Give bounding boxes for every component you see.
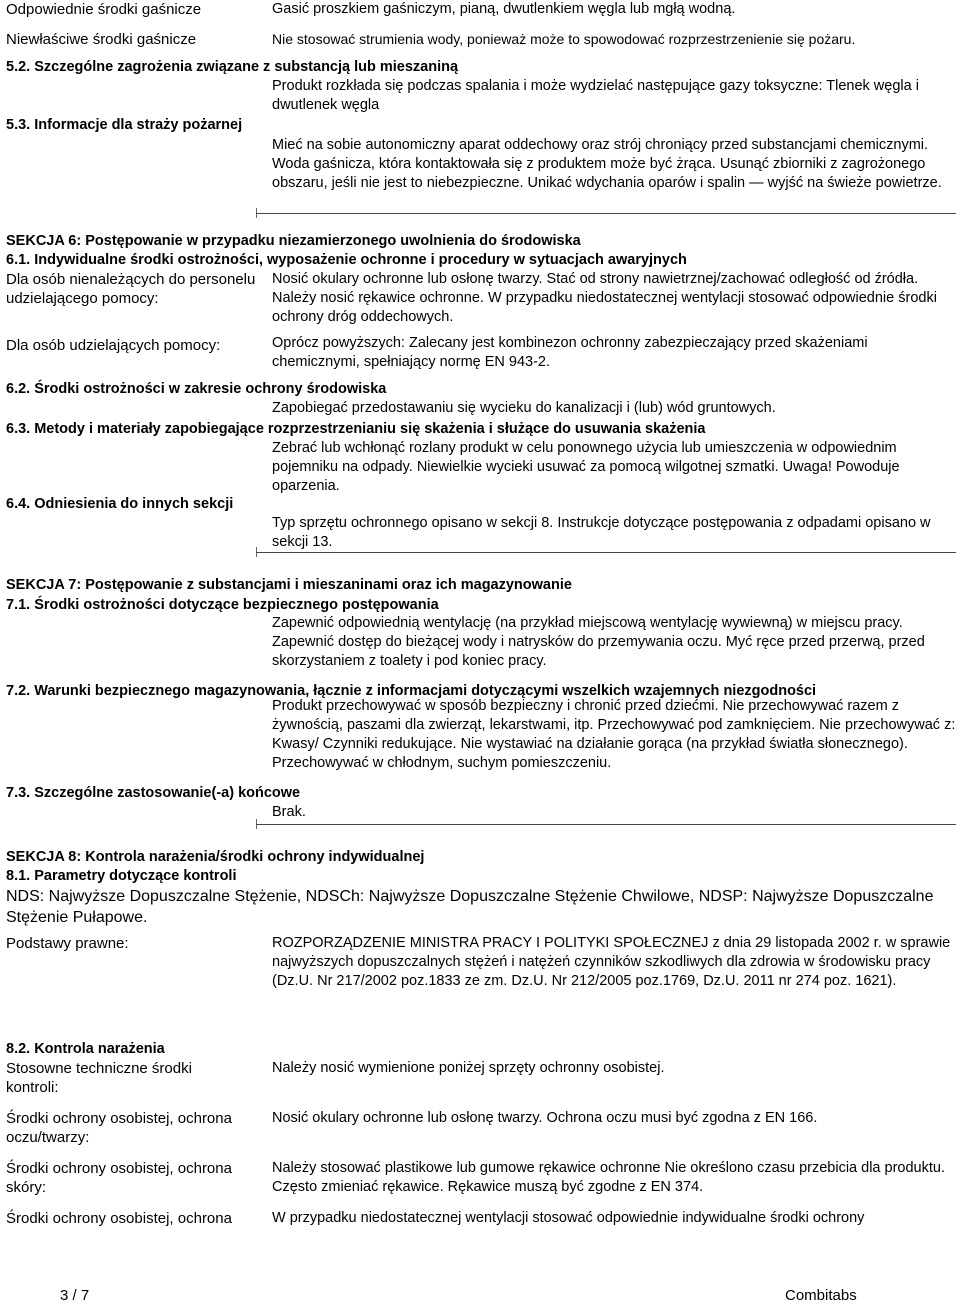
- text-7-3: Brak.: [272, 804, 306, 820]
- text-6-2: Zapobiegać przedostawaniu się wycieku do kanalizacji i (lub) wód gruntowych.: [272, 400, 776, 416]
- unsuitable-media-label: Niewłaściwe środki gaśnicze: [6, 31, 197, 48]
- responders-label: Dla osób udzielających pomocy:: [6, 337, 221, 354]
- section-7-title: SEKCJA 7: Postępowanie z substancjami i mieszaninami oraz ich magazynowanie: [6, 577, 572, 593]
- heading-7-3: 7.3. Szczególne zastosowanie(-a) końcowe: [6, 785, 301, 801]
- heading-6-4: 6.4. Odniesienia do innych sekcji: [6, 496, 234, 512]
- text-7-2: Produkt przechowywać w sposób bezpieczny i chronić przed dziećmi. Nie przechowywać razem z żywnością, paszami dla zwierząt, lekarstwami, itp. Przechowywać pod zamknięciem. Nie przechowywać z: Kwasy/ Czynniki redukujące. Nie wystawiać na działanie gorąca (na przykład światła słonecznego). Przechowywać w chłodnym, suchym pomieszczeniu.: [272, 698, 956, 771]
- non-emergency-value: Nosić okulary ochronne lub osłonę twarzy. Stać od strony nawietrznej/zachować odległość od źródła. Należy nosić rękawice ochronne. W przypadku niedostatecznej wentylacji stosować odpowiednie środki ochrony dróg oddechowych.: [272, 271, 937, 325]
- heading-6-3: 6.3. Metody i materiały zapobiegające rozprzestrzenianiu się skażenia i służące do usuwania skażenia: [6, 421, 706, 437]
- unsuitable-media-value: Nie stosować strumienia wody, ponieważ może to spowodować rozprzestrzenienie się pożaru.: [272, 31, 856, 47]
- heading-5-3: 5.3. Informacje dla straży pożarnej: [6, 117, 243, 133]
- heading-6-2: 6.2. Środki ostrożności w zakresie ochrony środowiska: [6, 381, 387, 397]
- legal-basis-value: ROZPORZĄDZENIE MINISTRA PRACY I POLITYKI SPOŁECZNEJ z dnia 29 listopada 2002 r. w sprawie najwyższych dopuszczalnych stężeń i natężeń czynników szkodliwych dla zdrowia w środowisku pracy (Dz.U. Nr 217/2002 poz.1833 ze zm. Dz.U. Nr 212/2005 poz.1769, Dz.U. 2011 nr 274 poz. 1621).: [272, 935, 951, 989]
- legal-basis-label: Podstawy prawne:: [6, 935, 129, 952]
- skin-protection-label: Środki ochrony osobistej, ochrona skóry:: [6, 1160, 232, 1196]
- eye-protection-value: Nosić okulary ochronne lub osłonę twarzy. Ochrona oczu musi być zgodna z EN 166.: [272, 1110, 818, 1126]
- text-8-1: NDS: Najwyższe Dopuszczalne Stężenie, NDSCh: Najwyższe Dopuszczalne Stężenie Chwilowe, NDSP: Najwyższe Dopuszczalne Stężenie Pułapowe.: [6, 888, 934, 926]
- respiratory-protection-value: W przypadku niedostatecznej wentylacji stosować odpowiednie indywidualne środki ochrony: [272, 1210, 865, 1226]
- heading-8-2: 8.2. Kontrola narażenia: [6, 1041, 165, 1057]
- divider: [256, 213, 956, 214]
- divider: [256, 552, 956, 553]
- suitable-media-label: Odpowiednie środki gaśnicze: [6, 1, 202, 18]
- text-7-1: Zapewnić odpowiednią wentylację (na przykład miejscową wentylację wywiewną) w miejscu pracy. Zapewnić dostęp do bieżącej wody i natrysków do przemywania oczu. Myć ręce przed przerwą, przed skorzystaniem z toalety i pod koniec pracy.: [272, 615, 925, 669]
- skin-protection-value: Należy stosować plastikowe lub gumowe rękawice ochronne Nie określono czasu przebicia dla produktu. Często zmieniać rękawice. Rękawice muszą być zgodne z EN 374.: [272, 1160, 945, 1195]
- engineering-controls-value: Należy nosić wymienione poniżej sprzęty ochronny osobistej.: [272, 1060, 665, 1076]
- section-8-title: SEKCJA 8: Kontrola narażenia/środki ochrony indywidualnej: [6, 849, 425, 865]
- section-6-title: SEKCJA 6: Postępowanie w przypadku niezamierzonego uwolnienia do środowiska: [6, 233, 581, 249]
- text-6-4: Typ sprzętu ochronnego opisano w sekcji 8. Instrukcje dotyczące postępowania z odpadami opisano w sekcji 13.: [272, 515, 931, 550]
- responders-value: Oprócz powyższych: Zalecany jest kombinezon ochronny zabezpieczający przed skażeniami chemicznymi, spełniający normę EN 943-2.: [272, 335, 868, 370]
- text-6-3: Zebrać lub wchłonąć rozlany produkt w celu ponownego użycia lub umieszczenia w odpowiednim pojemniku na odpady. Niewielkie wycieki usuwać za pomocą wilgotnej szmatki. Uwaga! Powoduje oparzenia.: [272, 440, 900, 494]
- heading-5-2: 5.2. Szczególne zagrożenia związane z substancją lub mieszaniną: [6, 59, 459, 75]
- heading-8-1: 8.1. Parametry dotyczące kontroli: [6, 868, 237, 884]
- respiratory-protection-label: Środki ochrony osobistej, ochrona: [6, 1210, 232, 1227]
- engineering-controls-label: Stosowne techniczne środki kontroli:: [6, 1060, 192, 1096]
- heading-7-2: 7.2. Warunki bezpiecznego magazynowania, łącznie z informacjami dotyczącymi wszelkich wzajemnych niezgodności: [6, 683, 817, 699]
- suitable-media-value: Gasić proszkiem gaśniczym, pianą, dwutlenkiem węgla lub mgłą wodną.: [272, 1, 736, 17]
- footer-brand: Combitabs: [785, 1287, 857, 1304]
- divider: [256, 824, 956, 825]
- non-emergency-label: Dla osób nienależących do personelu udzielającego pomocy:: [6, 271, 256, 307]
- page-number: 3 / 7: [60, 1287, 90, 1304]
- text-5-3: Mieć na sobie autonomiczny aparat oddechowy oraz strój chroniący przed substancjami chemicznymi. Woda gaśnicza, która kontaktowała się z produktem może być żrąca. Usunąć zbiorniki z zagrożonego obszaru, jeśli nie jest to niebezpieczne. Unikać wdychania oparów i spalin — wyjść na świeże powietrze.: [272, 137, 942, 191]
- eye-protection-label: Środki ochrony osobistej, ochrona oczu/twarzy:: [6, 1110, 232, 1146]
- heading-7-1: 7.1. Środki ostrożności dotyczące bezpiecznego postępowania: [6, 597, 439, 613]
- text-5-2: Produkt rozkłada się podczas spalania i może wydzielać następujące gazy toksyczne: Tlenek węgla i dwutlenek węgla: [272, 78, 919, 113]
- heading-6-1: 6.1. Indywidualne środki ostrożności, wyposażenie ochronne i procedury w sytuacjach awaryjnych: [6, 252, 687, 268]
